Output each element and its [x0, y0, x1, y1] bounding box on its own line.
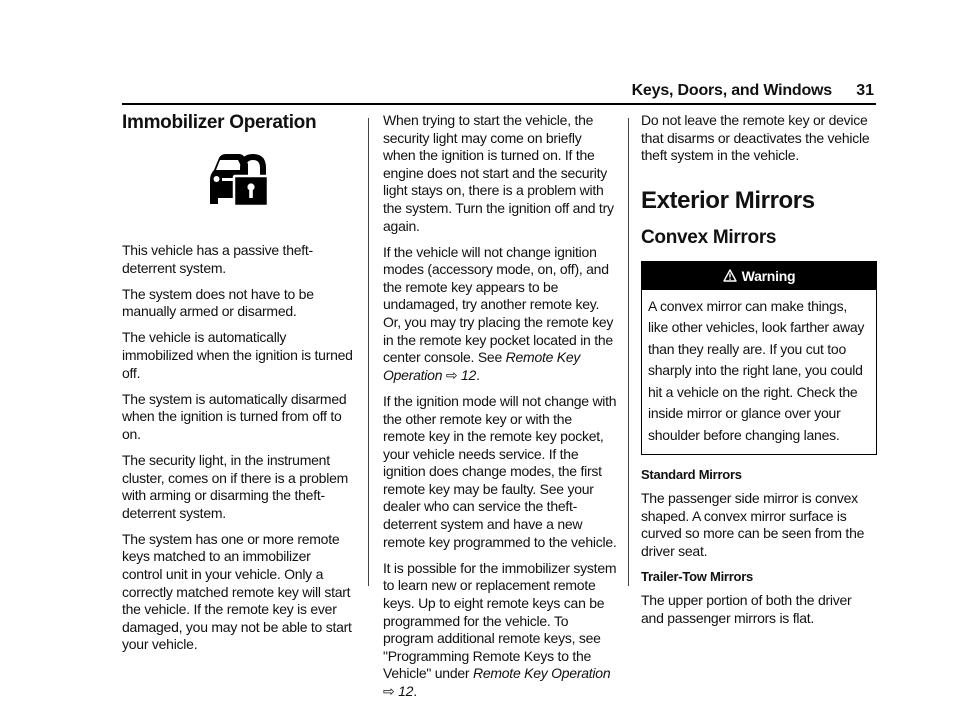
warning-header [642, 262, 876, 290]
page-ref-arrow-icon: ⇨ [383, 682, 395, 699]
cross-reference-page[interactable]: 12 [398, 682, 414, 699]
paragraph: The vehicle is automatically immobilized when the ignition is turned off. [122, 329, 353, 381]
paragraph: If the ignition mode will not change with the other remote key or with the remote key in the remote key pocket, your vehicle needs service. If the ignition does change modes, the first remote key may be faulty. See your dealer who can service the theft-deterrent system and have a new remote key programmed to the vehicle. [383, 392, 617, 550]
cross-reference-link[interactable]: Remote Key Operation [472, 665, 611, 682]
section-heading-immobilizer: Immobilizer Operation [122, 112, 317, 133]
subsection-heading-convex-mirrors: Convex Mirrors [641, 226, 777, 248]
heading-standard-mirrors: Standard Mirrors [641, 467, 742, 483]
paragraph: This vehicle has a passive theft-deterrent system. [122, 242, 313, 276]
paragraph: It is possible for the immobilizer system to learn new or replacement remote keys. Up to eight remote keys can be programmed for the vehicle. To program additional remote keys, see "Programming Remote Keys to the Vehicle" under Remote Key Operation ⇨ 12. [383, 559, 617, 699]
heading-trailer-tow-mirrors: Trailer-Tow Mirrors [641, 569, 754, 585]
column-middle [383, 112, 617, 709]
chapter-title: Keys, Doors, and Windows [631, 82, 832, 99]
warning-text: A convex mirror can make things, like other vehicles, look farther away than they really are. If you cut too sharply into the right lane, you could hit a vehicle on the right. Check the inside mirror or glance over your shoulder before changing lanes. [648, 297, 865, 443]
paragraph: The security light, in the instrument cluster, comes on if there is a problem with arming or disarming the theft-deterrent system. [122, 451, 349, 521]
section-heading-exterior-mirrors: Exterior Mirrors [641, 186, 815, 214]
security-light-icon [206, 150, 354, 236]
cross-reference-page[interactable]: 12 [461, 366, 477, 383]
paragraph: The system has one or more remote keys matched to an immobilizer control unit in your vehicle. Only a correctly matched remote key will start the vehicle. If the remote key is ever damaged, you may not be able to start your vehicle. [122, 530, 352, 653]
column-right [641, 112, 877, 636]
warning-label: Warning [741, 267, 796, 284]
paragraph: When trying to start the vehicle, the security light may come on briefly when the ignition is turned on. If the engine does not start and the security light stays on, there is a problem with the system. Turn the ignition off and try again. [383, 112, 614, 234]
page-number: 31 [856, 82, 874, 99]
paragraph: The system is automatically disarmed when the ignition is turned from off to on. [122, 390, 347, 442]
header-rule [122, 103, 876, 105]
column-left [122, 112, 354, 662]
column-divider [368, 118, 369, 586]
warning-box [641, 261, 877, 456]
cross-reference-link[interactable]: Remote Key Operation [383, 349, 581, 383]
paragraph: The system does not have to be manually armed or disarmed. [122, 285, 314, 320]
warning-triangle-icon [723, 263, 737, 291]
paragraph: The upper portion of both the driver and passenger mirrors is flat. [641, 592, 852, 626]
paragraph: The passenger side mirror is convex shaped. A convex mirror surface is curved so more can be seen from the driver seat. [641, 490, 865, 560]
page-ref-arrow-icon: ⇨ [445, 366, 458, 383]
page-header [122, 80, 876, 104]
column-divider [628, 118, 629, 586]
paragraph: If the vehicle will not change ignition modes (accessory mode, on, off), and the remote key appears to be undamaged, try another remote key. Or, you may try placing the remote key in the remote key pocket located in the center console. See Remote Key Operation ⇨ 12. [383, 243, 614, 383]
paragraph: Do not leave the remote key or device that disarms or deactivates the vehicle theft system in the vehicle. [641, 112, 870, 164]
